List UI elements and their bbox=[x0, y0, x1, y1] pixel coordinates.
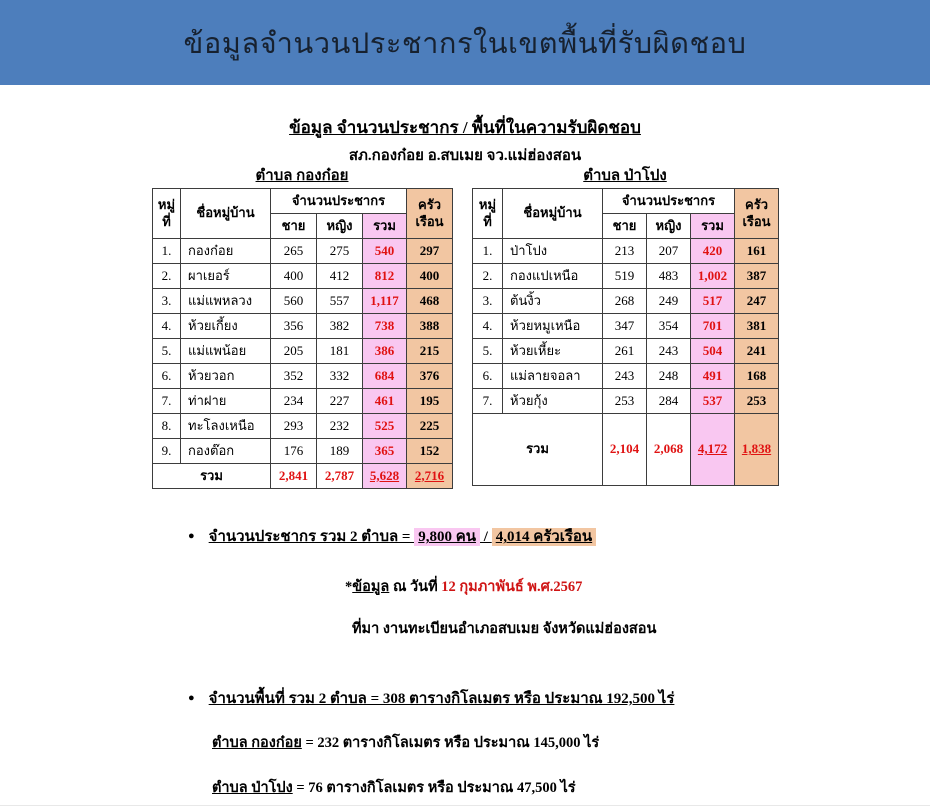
cell-male: 265 bbox=[271, 239, 317, 264]
cell-female: 483 bbox=[647, 264, 691, 289]
document-title: ข้อมูล จำนวนประชากร / พื้นที่ในความรับผิดชอบ bbox=[289, 118, 641, 137]
cell-no: 4. bbox=[473, 314, 503, 339]
cell-no: 4. bbox=[153, 314, 181, 339]
table-row bbox=[153, 439, 453, 464]
cell-female: 248 bbox=[647, 364, 691, 389]
cell-male: 400 bbox=[271, 264, 317, 289]
note-date: 12 กุมภาพันธ์ พ.ศ.2567 bbox=[441, 579, 583, 595]
table-caption-kong-koi: ตำบล กองก๋อย bbox=[255, 168, 349, 184]
cell-village: ห้วยเหี้ยะ bbox=[503, 339, 603, 364]
cell-village: ผาเยอร์ bbox=[181, 264, 271, 289]
cell-no: 3. bbox=[473, 289, 503, 314]
col-header-no: หมู่ที่ bbox=[153, 189, 181, 239]
cell-female: 181 bbox=[317, 339, 363, 364]
cell-male: 261 bbox=[603, 339, 647, 364]
cell-female: 382 bbox=[317, 314, 363, 339]
cell-total: 517 bbox=[691, 289, 735, 314]
cell-total: 491 bbox=[691, 364, 735, 389]
cell-village: ทะโลงเหนือ bbox=[181, 414, 271, 439]
cell-male: 352 bbox=[271, 364, 317, 389]
source-line: ที่มา งานทะเบียนอำเภอสบเมย จังหวัดแม่ฮ่องสอน bbox=[352, 621, 657, 637]
cell-households: 400 bbox=[407, 264, 453, 289]
cell-no: 7. bbox=[473, 389, 503, 414]
cell-village: ห้วยวอก bbox=[181, 364, 271, 389]
table-row bbox=[153, 389, 453, 414]
cell-total: 1,117 bbox=[363, 289, 407, 314]
note-mid: ณ วันที่ bbox=[389, 579, 442, 595]
cell-households: 215 bbox=[407, 339, 453, 364]
table-row bbox=[473, 314, 779, 339]
table-row bbox=[153, 364, 453, 389]
cell-total: 386 bbox=[363, 339, 407, 364]
area-total-text: จำนวนพื้นที่ รวม 2 ตำบล = 308 ตารางกิโลเมตร หรือ ประมาณ 192,500 ไร่ bbox=[208, 691, 675, 707]
note-star: * bbox=[345, 579, 353, 595]
summary-prefix: จำนวนประชากร รวม 2 ตำบล = bbox=[208, 529, 415, 545]
cell-households: 168 bbox=[735, 364, 779, 389]
cell-no: 9. bbox=[153, 439, 181, 464]
table-row bbox=[473, 264, 779, 289]
cell-no: 6. bbox=[153, 364, 181, 389]
header-row bbox=[153, 189, 453, 214]
cell-total: 1,002 bbox=[691, 264, 735, 289]
col-header-population: จำนวนประชากร bbox=[603, 189, 735, 214]
cell-no: 7. bbox=[153, 389, 181, 414]
table-row bbox=[473, 239, 779, 264]
total-households: 1,838 bbox=[735, 414, 779, 486]
cell-no: 2. bbox=[473, 264, 503, 289]
col-header-total: รวม bbox=[691, 214, 735, 239]
total-sum: 5,628 bbox=[363, 464, 407, 489]
total-female: 2,068 bbox=[647, 414, 691, 486]
cell-female: 412 bbox=[317, 264, 363, 289]
cell-households: 247 bbox=[735, 289, 779, 314]
area-pa-pong-value: = 76 ตารางกิโลเมตร หรือ ประมาณ 47,500 ไร่ bbox=[292, 780, 576, 796]
cell-households: 387 bbox=[735, 264, 779, 289]
col-header-no: หมู่ที่ bbox=[473, 189, 503, 239]
col-header-female: หญิง bbox=[317, 214, 363, 239]
area-kong-koi-line bbox=[212, 731, 599, 754]
cell-total: 684 bbox=[363, 364, 407, 389]
cell-village: แม่แพหลวง bbox=[181, 289, 271, 314]
cell-total: 461 bbox=[363, 389, 407, 414]
table-row bbox=[153, 289, 453, 314]
cell-no: 5. bbox=[153, 339, 181, 364]
cell-households: 225 bbox=[407, 414, 453, 439]
table-caption-pa-pong: ตำบล ป่าโปง bbox=[583, 168, 667, 184]
total-male: 2,104 bbox=[603, 414, 647, 486]
table-row bbox=[473, 389, 779, 414]
cell-male: 356 bbox=[271, 314, 317, 339]
cell-female: 557 bbox=[317, 289, 363, 314]
cell-no: 1. bbox=[153, 239, 181, 264]
summary-population-line bbox=[188, 524, 596, 548]
cell-total: 420 bbox=[691, 239, 735, 264]
cell-female: 249 bbox=[647, 289, 691, 314]
cell-village: ห้วยหมูเหนือ bbox=[503, 314, 603, 339]
cell-male: 347 bbox=[603, 314, 647, 339]
population-table-kong-koi bbox=[152, 188, 453, 489]
cell-village: แม่ลายจอลา bbox=[503, 364, 603, 389]
table-row bbox=[153, 339, 453, 364]
households-total-highlight: 4,014 ครัวเรือน bbox=[492, 528, 596, 546]
cell-village: ป่าโปง bbox=[503, 239, 603, 264]
population-total-highlight: 9,800 คน bbox=[414, 528, 480, 546]
area-pa-pong-label: ตำบล ป่าโปง bbox=[212, 780, 293, 796]
cell-households: 376 bbox=[407, 364, 453, 389]
cell-male: 293 bbox=[271, 414, 317, 439]
total-label: รวม bbox=[473, 414, 603, 486]
col-header-male: ชาย bbox=[603, 214, 647, 239]
cell-households: 381 bbox=[735, 314, 779, 339]
col-header-households: ครัวเรือน bbox=[735, 189, 779, 239]
cell-total: 738 bbox=[363, 314, 407, 339]
cell-households: 195 bbox=[407, 389, 453, 414]
cell-male: 560 bbox=[271, 289, 317, 314]
table-row bbox=[153, 414, 453, 439]
summary-separator: / bbox=[480, 529, 492, 545]
area-pa-pong-line bbox=[212, 776, 576, 799]
cell-households: 297 bbox=[407, 239, 453, 264]
table-row bbox=[473, 364, 779, 389]
cell-female: 332 bbox=[317, 364, 363, 389]
cell-total: 540 bbox=[363, 239, 407, 264]
population-table-pa-pong bbox=[472, 188, 779, 486]
cell-no: 8. bbox=[153, 414, 181, 439]
total-households: 2,716 bbox=[407, 464, 453, 489]
cell-male: 243 bbox=[603, 364, 647, 389]
cell-female: 189 bbox=[317, 439, 363, 464]
total-sum: 4,172 bbox=[691, 414, 735, 486]
cell-male: 268 bbox=[603, 289, 647, 314]
table-row bbox=[153, 314, 453, 339]
cell-total: 812 bbox=[363, 264, 407, 289]
cell-no: 3. bbox=[153, 289, 181, 314]
cell-female: 354 bbox=[647, 314, 691, 339]
cell-village: ห้วยกุ้ง bbox=[503, 389, 603, 414]
banner-title: ข้อมูลจำนวนประชากรในเขตพื้นที่รับผิดชอบ bbox=[183, 27, 747, 60]
cell-female: 284 bbox=[647, 389, 691, 414]
cell-households: 388 bbox=[407, 314, 453, 339]
cell-female: 227 bbox=[317, 389, 363, 414]
cell-households: 253 bbox=[735, 389, 779, 414]
note-label: ข้อมูล bbox=[352, 579, 390, 595]
cell-male: 253 bbox=[603, 389, 647, 414]
total-row bbox=[153, 464, 453, 489]
cell-village: ต้นงิ้ว bbox=[503, 289, 603, 314]
cell-no: 5. bbox=[473, 339, 503, 364]
data-date-note bbox=[345, 575, 582, 598]
header-banner bbox=[0, 0, 930, 85]
cell-no: 6. bbox=[473, 364, 503, 389]
area-total-line bbox=[188, 686, 674, 710]
cell-female: 275 bbox=[317, 239, 363, 264]
cell-village: ท่าฝาย bbox=[181, 389, 271, 414]
cell-households: 241 bbox=[735, 339, 779, 364]
cell-households: 152 bbox=[407, 439, 453, 464]
cell-female: 207 bbox=[647, 239, 691, 264]
cell-total: 701 bbox=[691, 314, 735, 339]
cell-male: 519 bbox=[603, 264, 647, 289]
col-header-households: ครัวเรือน bbox=[407, 189, 453, 239]
cell-female: 232 bbox=[317, 414, 363, 439]
table-row bbox=[473, 339, 779, 364]
cell-male: 176 bbox=[271, 439, 317, 464]
area-kong-koi-value: = 232 ตารางกิโลเมตร หรือ ประมาณ 145,000 ไร่ bbox=[301, 735, 600, 751]
cell-male: 213 bbox=[603, 239, 647, 264]
col-header-village: ชื่อหมู่บ้าน bbox=[181, 189, 271, 239]
col-header-village: ชื่อหมู่บ้าน bbox=[503, 189, 603, 239]
col-header-female: หญิง bbox=[647, 214, 691, 239]
total-row bbox=[473, 414, 779, 486]
cell-male: 234 bbox=[271, 389, 317, 414]
table-row bbox=[473, 289, 779, 314]
total-female: 2,787 bbox=[317, 464, 363, 489]
header-row bbox=[473, 189, 779, 214]
cell-total: 537 bbox=[691, 389, 735, 414]
cell-village: ห้วยเกี้ยง bbox=[181, 314, 271, 339]
cell-female: 243 bbox=[647, 339, 691, 364]
col-header-male: ชาย bbox=[271, 214, 317, 239]
cell-total: 365 bbox=[363, 439, 407, 464]
col-header-total: รวม bbox=[363, 214, 407, 239]
cell-total: 504 bbox=[691, 339, 735, 364]
cell-households: 468 bbox=[407, 289, 453, 314]
table-row bbox=[153, 239, 453, 264]
cell-village: กองแปเหนือ bbox=[503, 264, 603, 289]
cell-no: 1. bbox=[473, 239, 503, 264]
total-label: รวม bbox=[153, 464, 271, 489]
document-subtitle: สภ.กองก๋อย อ.สบเมย จว.แม่ฮ่องสอน bbox=[348, 148, 582, 164]
cell-total: 525 bbox=[363, 414, 407, 439]
cell-village: กองก๋อย bbox=[181, 239, 271, 264]
cell-no: 2. bbox=[153, 264, 181, 289]
cell-village: แม่แพน้อย bbox=[181, 339, 271, 364]
cell-male: 205 bbox=[271, 339, 317, 364]
col-header-population: จำนวนประชากร bbox=[271, 189, 407, 214]
total-male: 2,841 bbox=[271, 464, 317, 489]
area-kong-koi-label: ตำบล กองก๋อย bbox=[212, 735, 302, 751]
table-row bbox=[153, 264, 453, 289]
cell-village: กองต๊อก bbox=[181, 439, 271, 464]
cell-households: 161 bbox=[735, 239, 779, 264]
